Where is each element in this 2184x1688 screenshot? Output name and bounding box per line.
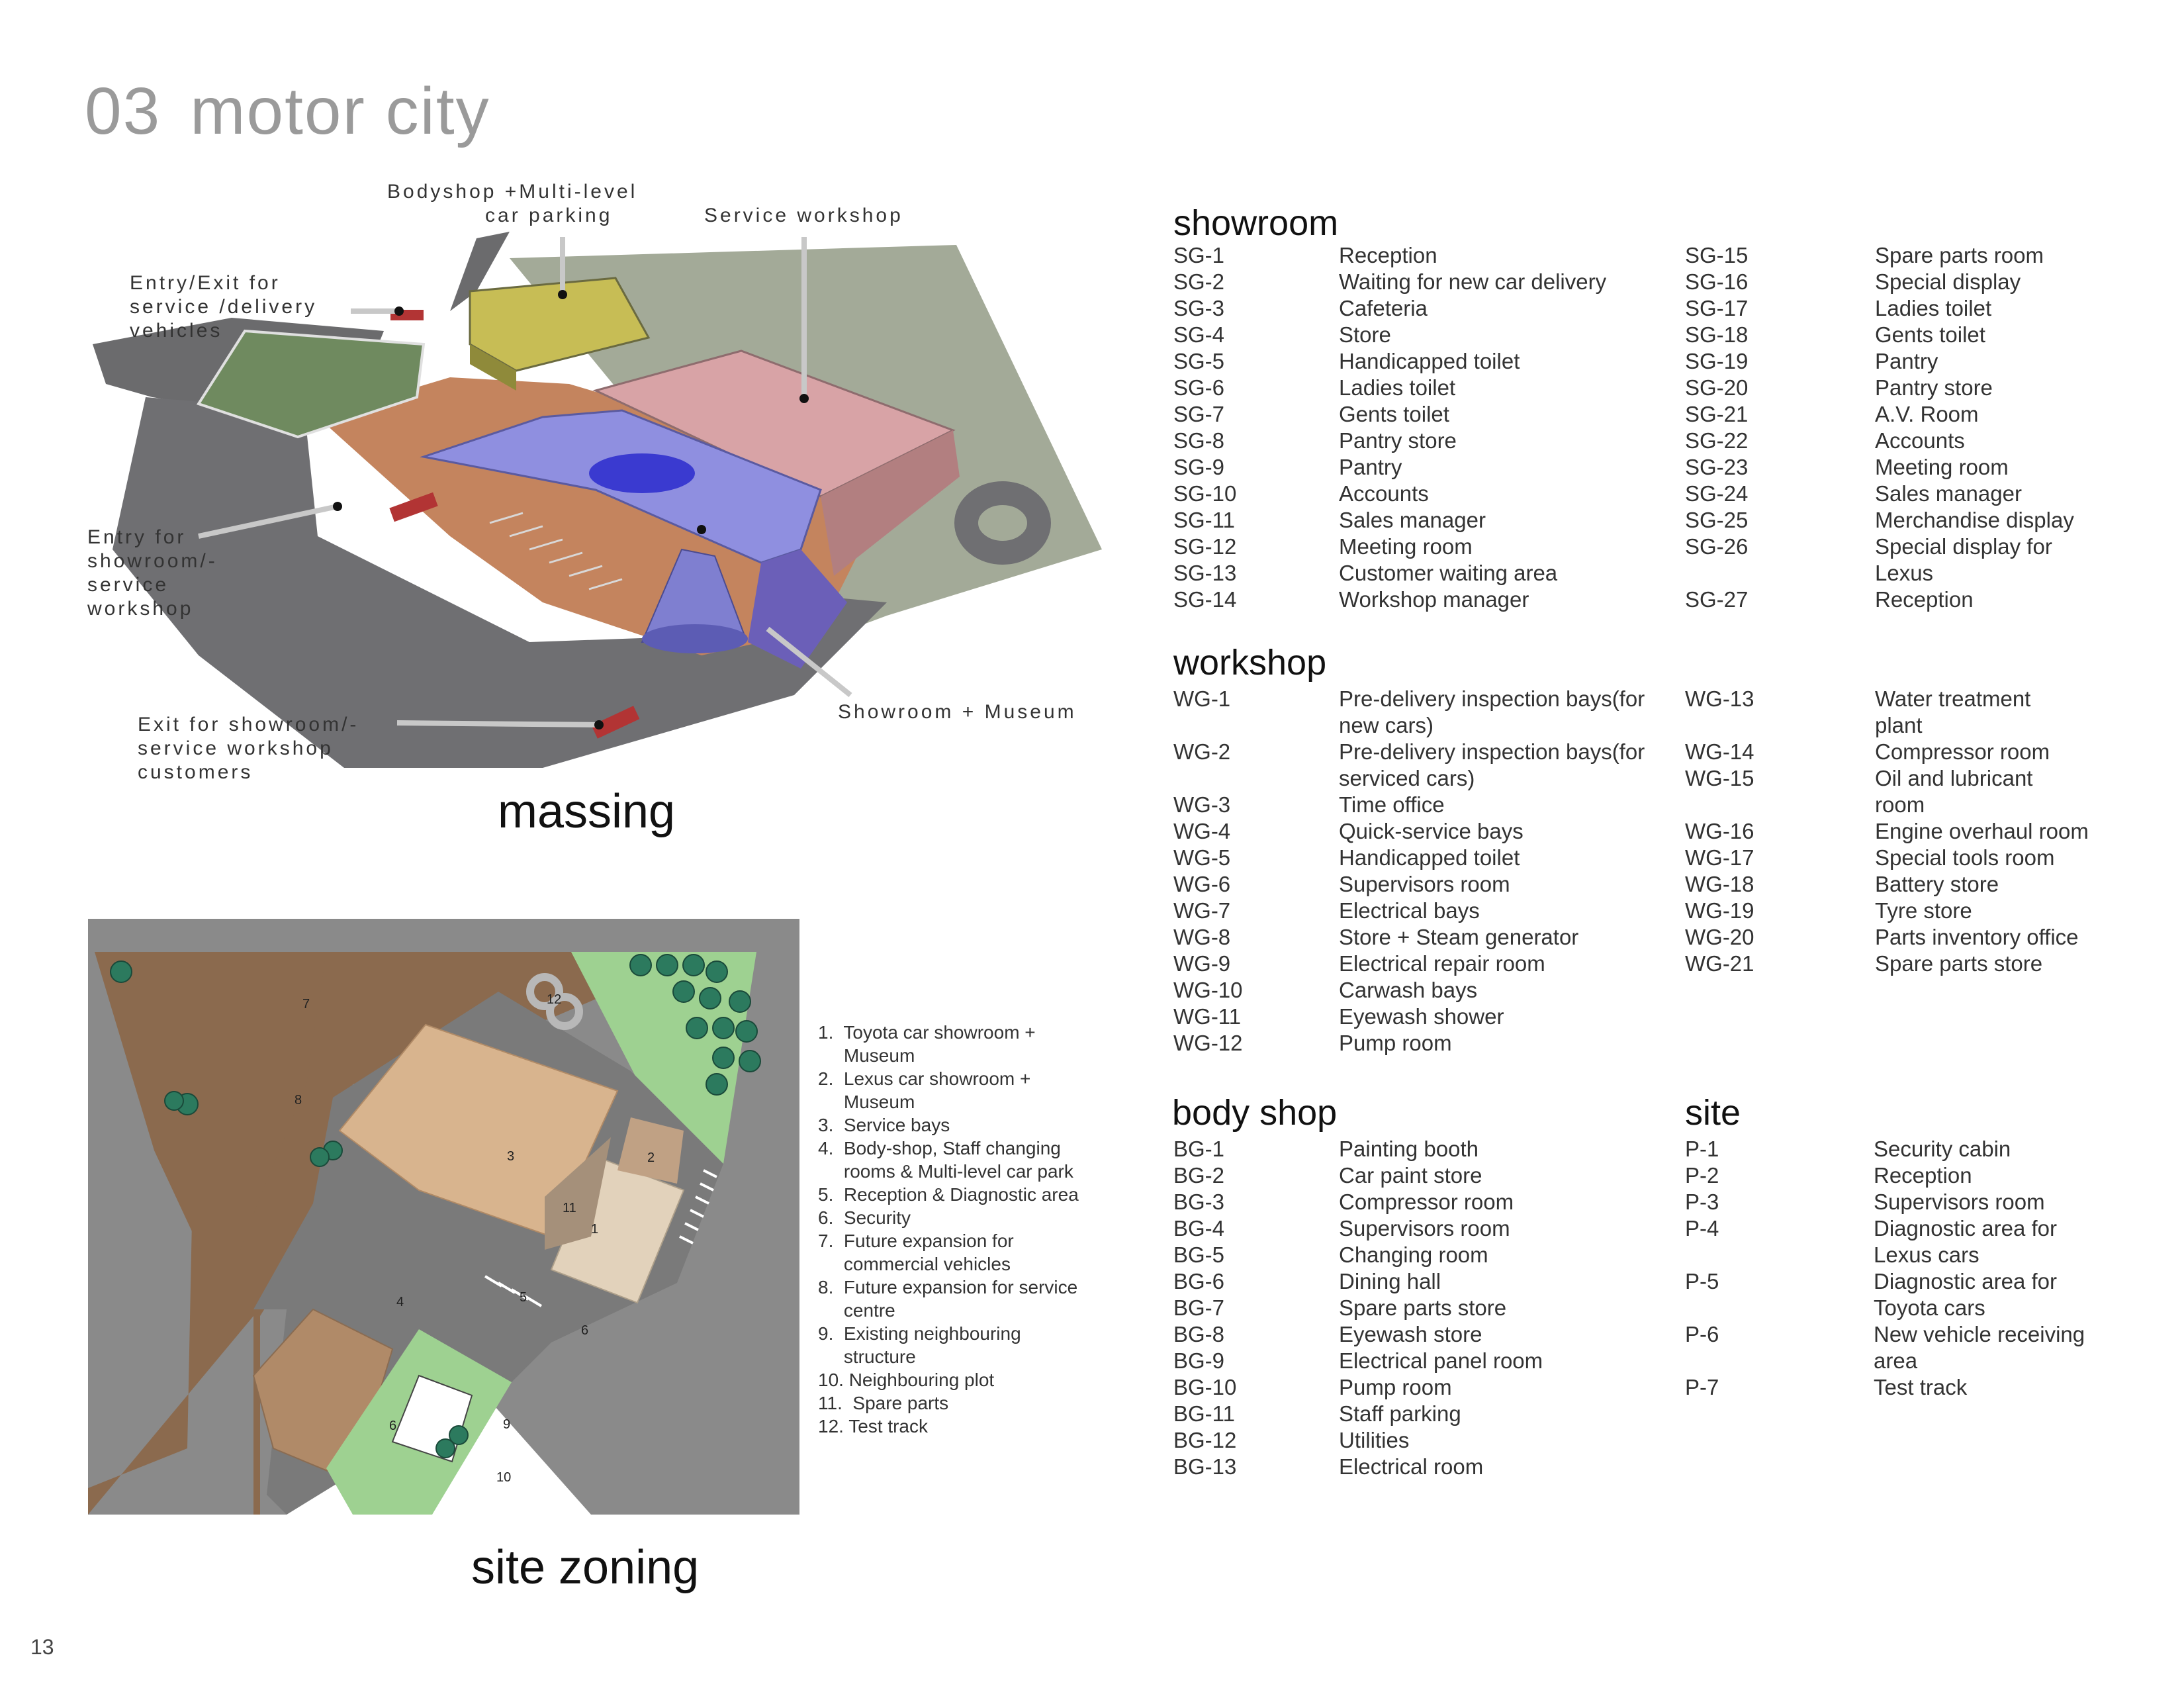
showroom-row-code: SG-14	[1173, 587, 1237, 612]
site-row-code: P-4	[1685, 1216, 1719, 1241]
workshop-row-name: Oil and lubricant	[1875, 766, 2033, 790]
showroom-row-code: SG-4	[1173, 322, 1225, 347]
showroom-row-name: Spare parts room	[1875, 243, 2044, 267]
body-shop-row	[1173, 1348, 1637, 1374]
workshop-row	[1173, 845, 2100, 871]
zone-label-1: 1	[591, 1222, 599, 1237]
site-row	[1685, 1162, 2148, 1189]
body-shop-row-code: BG-1	[1173, 1137, 1225, 1161]
zone-label-6b: 6	[389, 1419, 397, 1433]
body-shop-row	[1173, 1242, 1637, 1268]
showroom-row-name: Accounts	[1875, 428, 1965, 453]
showroom-row-name: Meeting room	[1875, 455, 2009, 479]
workshop-row-name: Handicapped toilet	[1339, 845, 1520, 870]
showroom-row-code: SG-2	[1173, 269, 1225, 294]
showroom-row-name: Meeting room	[1339, 534, 1473, 559]
site-row-name: Diagnostic area for	[1874, 1269, 2057, 1293]
showroom-row-name: Ladies toilet	[1339, 375, 1456, 400]
workshop-row	[1173, 898, 2100, 924]
workshop-row-name: plant	[1875, 713, 1923, 737]
workshop-table	[1173, 686, 2100, 1056]
zone-label-5: 5	[520, 1290, 527, 1305]
showroom-row-code: SG-24	[1685, 481, 1749, 506]
body-shop-row	[1173, 1162, 1637, 1189]
showroom-table	[1173, 242, 2100, 613]
zone-label-9: 9	[503, 1417, 511, 1432]
body-shop-row	[1173, 1268, 1637, 1295]
workshop-row-name: Compressor room	[1875, 739, 2050, 764]
body-shop-row-code: BG-11	[1173, 1401, 1235, 1426]
workshop-row-code: WG-9	[1173, 951, 1231, 976]
body-shop-row-code: BG-7	[1173, 1295, 1225, 1320]
workshop-title: workshop	[1173, 643, 1327, 682]
body-shop-row-name: Painting booth	[1339, 1137, 1479, 1161]
workshop-row	[1173, 712, 2100, 739]
body-shop-row	[1173, 1295, 1637, 1321]
showroom-row-code: SG-13	[1173, 561, 1237, 585]
legend-item: 4. Body-shop, Staff changing rooms & Multi-level car park	[818, 1138, 1073, 1182]
body-shop-row-name: Utilities	[1339, 1428, 1410, 1452]
zone-label-2: 2	[647, 1150, 655, 1165]
legend-item: 11. Spare parts	[818, 1393, 949, 1413]
massing-caption: massing	[498, 785, 676, 838]
body-shop-row-code: BG-12	[1173, 1428, 1237, 1452]
site-row-name: area	[1874, 1348, 1918, 1373]
showroom-row	[1173, 242, 2100, 269]
workshop-row-code: WG-5	[1173, 845, 1231, 870]
body-shop-title: body shop	[1172, 1093, 1338, 1133]
workshop-row-name: new cars)	[1339, 713, 1434, 737]
site-row-name: Supervisors room	[1874, 1190, 2045, 1214]
workshop-row-name: Spare parts store	[1875, 951, 2043, 976]
showroom-title: showroom	[1173, 203, 1339, 243]
showroom-row-name: Accounts	[1339, 481, 1429, 506]
body-shop-row-code: BG-6	[1173, 1269, 1225, 1293]
workshop-row-code: WG-20	[1685, 925, 1754, 949]
workshop-row	[1173, 739, 2100, 765]
showroom-row-code: SG-26	[1685, 534, 1749, 559]
site-row-code: P-6	[1685, 1322, 1719, 1346]
showroom-row-name: Store	[1339, 322, 1391, 347]
body-shop-row-name: Supervisors room	[1339, 1216, 1510, 1241]
legend-item: 1. Toyota car showroom + Museum	[818, 1022, 1036, 1066]
zone-label-4: 4	[396, 1295, 404, 1309]
workshop-row-name: Carwash bays	[1339, 978, 1478, 1002]
body-shop-row-code: BG-4	[1173, 1216, 1225, 1241]
workshop-row-code: WG-8	[1173, 925, 1231, 949]
showroom-row-code: SG-16	[1685, 269, 1749, 294]
showroom-row-name: Gents toilet	[1875, 322, 1985, 347]
site-row	[1685, 1295, 2148, 1321]
callout-bodyshop: Bodyshop +Multi-level car parking	[387, 181, 638, 226]
site-title: site	[1685, 1093, 1741, 1133]
showroom-row	[1173, 586, 2100, 613]
showroom-row	[1173, 322, 2100, 348]
page-title-number: 03	[85, 74, 161, 148]
legend-item: 5. Reception & Diagnostic area	[818, 1184, 1079, 1205]
showroom-row-code: SG-19	[1685, 349, 1749, 373]
showroom-row-name: Pantry store	[1875, 375, 1993, 400]
body-shop-row-name: Eyewash store	[1339, 1322, 1482, 1346]
workshop-row-code: WG-21	[1685, 951, 1754, 976]
body-shop-table	[1173, 1136, 1637, 1480]
site-row	[1685, 1136, 2148, 1162]
showroom-row-name: Waiting for new car delivery	[1339, 269, 1607, 294]
callout-entry-exit-service: Entry/Exit for service /delivery vehicles	[130, 272, 318, 342]
workshop-row-code: WG-14	[1685, 739, 1754, 764]
zone-label-6a: 6	[581, 1323, 589, 1338]
showroom-row	[1173, 534, 2100, 560]
zone-label-8: 8	[295, 1093, 302, 1107]
workshop-row	[1173, 1030, 2100, 1056]
massing-illustration	[79, 179, 1112, 774]
showroom-row-code: SG-6	[1173, 375, 1225, 400]
body-shop-row	[1173, 1401, 1637, 1427]
zone-label-7: 7	[302, 997, 310, 1011]
callout-exit-showroom: Exit for showroom/- service workshop customers	[138, 714, 359, 783]
body-shop-row	[1173, 1189, 1637, 1215]
workshop-row-code: WG-6	[1173, 872, 1231, 896]
showroom-row-code: SG-27	[1685, 587, 1749, 612]
site-row-name: Diagnostic area for	[1874, 1216, 2057, 1241]
workshop-row-name: Quick-service bays	[1339, 819, 1524, 843]
showroom-row-code: SG-12	[1173, 534, 1237, 559]
showroom-row	[1173, 428, 2100, 454]
site-row-name: Test track	[1874, 1375, 1968, 1399]
workshop-row	[1173, 951, 2100, 977]
site-row-code: P-5	[1685, 1269, 1719, 1293]
legend-item: 9. Existing neighbouring structure	[818, 1323, 1021, 1367]
showroom-row-name: Workshop manager	[1339, 587, 1529, 612]
site-row	[1685, 1348, 2148, 1374]
museum-base	[642, 624, 748, 653]
workshop-row-code: WG-4	[1173, 819, 1231, 843]
workshop-row-code: WG-15	[1685, 766, 1754, 790]
workshop-row	[1173, 818, 2100, 845]
site-table	[1685, 1136, 2148, 1401]
legend-item: 10. Neighbouring plot	[818, 1370, 995, 1390]
body-shop-row-code: BG-9	[1173, 1348, 1225, 1373]
workshop-row-code: WG-16	[1685, 819, 1754, 843]
legend-item: 12. Test track	[818, 1416, 929, 1436]
zone-label-12: 12	[547, 992, 562, 1007]
site-row-name: Reception	[1874, 1163, 1972, 1188]
showroom-row-name: Reception	[1339, 243, 1437, 267]
workshop-row	[1173, 924, 2100, 951]
body-shop-row-name: Compressor room	[1339, 1190, 1514, 1214]
callout-entry-showroom: Entry for showroom/- service workshop	[87, 526, 218, 620]
workshop-row	[1173, 765, 2100, 792]
showroom-row-name: Merchandise display	[1875, 508, 2074, 532]
workshop-row-code: WG-2	[1173, 739, 1231, 764]
site-row	[1685, 1215, 2148, 1242]
body-shop-row-code: BG-5	[1173, 1243, 1225, 1267]
workshop-row	[1173, 792, 2100, 818]
showroom-row-name: Special display for	[1875, 534, 2052, 559]
site-row-name: Security cabin	[1874, 1137, 2011, 1161]
body-shop-row-code: BG-13	[1173, 1454, 1237, 1479]
showroom-row-name: Lexus	[1875, 561, 1934, 585]
body-shop-row-name: Electrical panel room	[1339, 1348, 1543, 1373]
site-row	[1685, 1374, 2148, 1401]
showroom-row-code: SG-22	[1685, 428, 1749, 453]
workshop-row-name: Eyewash shower	[1339, 1004, 1504, 1029]
body-shop-row	[1173, 1427, 1637, 1454]
showroom-row-name: Reception	[1875, 587, 1974, 612]
workshop-row-code: WG-1	[1173, 686, 1231, 711]
zone-label-3: 3	[507, 1149, 515, 1164]
body-shop-row-name: Car paint store	[1339, 1163, 1482, 1188]
page-title	[85, 74, 490, 148]
zone-label-11: 11	[563, 1201, 576, 1215]
showroom-row-code: SG-23	[1685, 455, 1749, 479]
workshop-row-name: Time office	[1339, 792, 1445, 817]
workshop-row-code: WG-11	[1173, 1004, 1242, 1029]
workshop-row	[1173, 871, 2100, 898]
site-row	[1685, 1268, 2148, 1295]
showroom-row-code: SG-8	[1173, 428, 1225, 453]
legend-item: 7. Future expansion for commercial vehicles	[818, 1231, 1014, 1274]
site-row-name: New vehicle receiving	[1874, 1322, 2085, 1346]
showroom-row	[1173, 375, 2100, 401]
body-shop-row	[1173, 1215, 1637, 1242]
workshop-row-name: Store + Steam generator	[1339, 925, 1579, 949]
site-row-name: Lexus cars	[1874, 1243, 1979, 1267]
showroom-row-name: Sales manager	[1875, 481, 2022, 506]
showroom-row-code: SG-10	[1173, 481, 1237, 506]
showroom-skylight	[589, 453, 695, 493]
site-zoning-labels	[88, 919, 799, 1515]
site-zoning-caption: site zoning	[471, 1541, 700, 1594]
site-row	[1685, 1189, 2148, 1215]
site-row	[1685, 1242, 2148, 1268]
body-shop-row	[1173, 1454, 1637, 1480]
body-shop-row-name: Changing room	[1339, 1243, 1488, 1267]
showroom-row-code: SG-5	[1173, 349, 1225, 373]
showroom-row-name: Pantry store	[1339, 428, 1457, 453]
site-row-name: Toyota cars	[1874, 1295, 1985, 1320]
showroom-row-code: SG-17	[1685, 296, 1749, 320]
showroom-row-name: Cafeteria	[1339, 296, 1428, 320]
workshop-row-code: WG-13	[1685, 686, 1754, 711]
showroom-row-name: Pantry	[1875, 349, 1938, 373]
showroom-row-code: SG-21	[1685, 402, 1749, 426]
workshop-row-name: Pre-delivery inspection bays(for	[1339, 686, 1645, 711]
showroom-row-name: Pantry	[1339, 455, 1402, 479]
body-shop-row-name: Electrical room	[1339, 1454, 1484, 1479]
showroom-row-code: SG-3	[1173, 296, 1225, 320]
showroom-row	[1173, 454, 2100, 481]
showroom-row-name: Gents toilet	[1339, 402, 1449, 426]
showroom-row-name: Customer waiting area	[1339, 561, 1558, 585]
body-shop-row	[1173, 1374, 1637, 1401]
site-row	[1685, 1321, 2148, 1348]
workshop-row-name: Electrical bays	[1339, 898, 1480, 923]
body-shop-row-name: Dining hall	[1339, 1269, 1441, 1293]
body-shop-row-code: BG-10	[1173, 1375, 1237, 1399]
showroom-row-name: Sales manager	[1339, 508, 1486, 532]
workshop-row-name: Special tools room	[1875, 845, 2055, 870]
body-shop-row-code: BG-8	[1173, 1322, 1225, 1346]
workshop-row-name: Battery store	[1875, 872, 1999, 896]
showroom-row-code: SG-7	[1173, 402, 1225, 426]
legend-item: 6. Security	[818, 1207, 911, 1228]
legend-item: 2. Lexus car showroom + Museum	[818, 1068, 1031, 1112]
showroom-row-name: Handicapped toilet	[1339, 349, 1520, 373]
workshop-row-name: Tyre store	[1875, 898, 1972, 923]
workshop-row-name: Supervisors room	[1339, 872, 1510, 896]
showroom-row	[1173, 560, 2100, 586]
site-row-code: P-1	[1685, 1137, 1719, 1161]
page-title-text: motor city	[190, 74, 490, 148]
showroom-row	[1173, 269, 2100, 295]
workshop-row-code: WG-3	[1173, 792, 1231, 817]
workshop-row-code: WG-18	[1685, 872, 1754, 896]
showroom-row-code: SG-1	[1173, 243, 1225, 267]
workshop-row-name: Water treatment	[1875, 686, 2031, 711]
workshop-row-code: WG-12	[1173, 1031, 1243, 1055]
showroom-row	[1173, 348, 2100, 375]
workshop-row-name: Engine overhaul room	[1875, 819, 2089, 843]
body-shop-row-name: Pump room	[1339, 1375, 1452, 1399]
body-shop-row-code: BG-3	[1173, 1190, 1225, 1214]
site-row-code: P-2	[1685, 1163, 1719, 1188]
showroom-row-code: SG-20	[1685, 375, 1749, 400]
workshop-row-name: room	[1875, 792, 1925, 817]
showroom-row	[1173, 401, 2100, 428]
showroom-row-name: A.V. Room	[1875, 402, 1979, 426]
showroom-row-code: SG-9	[1173, 455, 1225, 479]
callout-service-workshop: Service workshop	[704, 205, 903, 226]
workshop-row-name: Pre-delivery inspection bays(for	[1339, 739, 1645, 764]
body-shop-row-name: Spare parts store	[1339, 1295, 1507, 1320]
legend-item: 3. Service bays	[818, 1115, 950, 1135]
zone-label-10: 10	[496, 1470, 512, 1485]
workshop-row-name: Pump room	[1339, 1031, 1452, 1055]
showroom-row	[1173, 507, 2100, 534]
showroom-row-code: SG-18	[1685, 322, 1749, 347]
workshop-row	[1173, 686, 2100, 712]
showroom-row-name: Special display	[1875, 269, 2021, 294]
body-shop-row-code: BG-2	[1173, 1163, 1225, 1188]
showroom-row	[1173, 295, 2100, 322]
showroom-row-code: SG-15	[1685, 243, 1749, 267]
workshop-row-name: Parts inventory office	[1875, 925, 2079, 949]
callout-showroom-museum: Showroom + Museum	[838, 701, 1077, 723]
workshop-row-code: WG-10	[1173, 978, 1243, 1002]
workshop-row-name: Electrical repair room	[1339, 951, 1545, 976]
showroom-row-code: SG-25	[1685, 508, 1749, 532]
showroom-row-name: Ladies toilet	[1875, 296, 1992, 320]
site-row-code: P-7	[1685, 1375, 1719, 1399]
workshop-row	[1173, 1004, 2100, 1030]
showroom-row	[1173, 481, 2100, 507]
body-shop-row	[1173, 1136, 1637, 1162]
workshop-row-code: WG-17	[1685, 845, 1754, 870]
body-shop-row	[1173, 1321, 1637, 1348]
showroom-row-code: SG-11	[1173, 508, 1235, 532]
body-shop-row-name: Staff parking	[1339, 1401, 1461, 1426]
site-row-code: P-3	[1685, 1190, 1719, 1214]
workshop-row	[1173, 977, 2100, 1004]
page-number: 13	[30, 1635, 54, 1659]
site-zoning-legend	[818, 1021, 1122, 1438]
workshop-row-code: WG-19	[1685, 898, 1754, 923]
workshop-row-name: serviced cars)	[1339, 766, 1475, 790]
workshop-row-code: WG-7	[1173, 898, 1231, 923]
legend-item: 8. Future expansion for service centre	[818, 1277, 1078, 1321]
